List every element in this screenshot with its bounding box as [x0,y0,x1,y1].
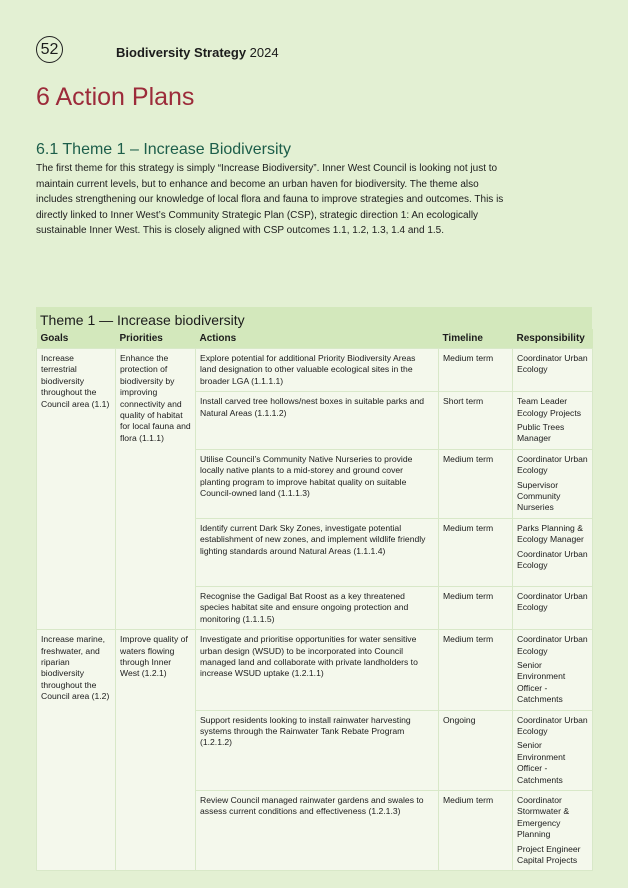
section-title: 6.1 Theme 1 – Increase Biodiversity [36,141,291,158]
responsibility-line: Coordinator Urban Ecology [517,548,588,571]
responsibility-cell [513,392,593,450]
document-title [116,45,279,60]
intro-paragraph: The first theme for this strategy is simply “Increase Biodiversity”. Inner West Council is looking not just to maintain current levels, but to enhance and become an urban haven for biodiversity. The theme also includes strengthening our knowledge of local flora and fauna to improve strategies and outcomes. This is directly linked to Inner West’s Community Strategic Plan (CSP), strategic direction 1: An ecologically sustainable Inner West. This is closely aligned with CSP outcomes 1.1, 1.2, 1.3, 1.4 and 1.5. [36,163,504,236]
header-timeline: Timeline [439,329,513,349]
action-cell: Identify current Dark Sky Zones, investigate potential establishment of new zones, and implement wildlife friendly lighting standards around Natural Areas (1.1.1.4) [196,518,439,586]
table-title: Theme 1 — Increase biodiversity [36,307,592,329]
responsibility-line: Supervisor Community Nurseries [517,479,561,513]
timeline-cell: Medium term [439,586,513,629]
responsibility-line: Coordinator Urban Ecology [517,590,588,613]
priority-cell: Enhance the protection of biodiversity by improving connectivity and quality of habitat for local fauna and flora (1.1.1) [116,349,196,630]
action-cell: Support residents looking to install rainwater harvesting systems through the Rainwater Tank Rebate Program (1.2.1.2) [196,710,439,790]
theme-table [36,329,593,871]
responsibility-line: Coordinator Urban Ecology [517,353,588,375]
page-number-text: 52 [40,40,59,58]
action-cell: Recognise the Gadigal Bat Roost as a key threatened species habitat site and ensure ongoing protection and monitoring (1.1.1.5) [196,586,439,629]
action-cell: Install carved tree hollows/nest boxes in suitable parks and Natural Areas (1.1.1.2) [196,392,439,450]
responsibility-cell [513,349,593,392]
header-goals: Goals [37,329,116,349]
timeline-cell: Medium term [439,790,513,870]
action-cell: Utilise Council’s Community Native Nurseries to provide locally native plants to a mid-storey and ground cover planting program to improve habitat quality on suitable Council-owned land (1.1.1.3) [196,449,439,518]
header-actions: Actions [196,329,439,349]
table-row [37,349,593,392]
action-cell: Investigate and prioritise opportunities for water sensitive urban design (WSUD) to be incorporated into Council managed land and collaborate with private landholders to increase WSUD uptake (1.2.1.1) [196,630,439,710]
timeline-cell: Medium term [439,449,513,518]
responsibility-cell [513,790,593,870]
responsibility-line: Senior Environment Officer - Catchments [517,659,566,705]
priority-cell: Improve quality of waters flowing through Inner West (1.2.1) [116,630,196,871]
responsibility-line: Coordinator Urban Ecology [517,714,588,736]
timeline-cell: Short term [439,392,513,450]
responsibility-line: Coordinator Urban Ecology [517,453,588,476]
action-cell: Explore potential for additional Priority Biodiversity Areas land designation to other valuable ecological sites in the broader LGA (1.1.1.1) [196,349,439,392]
responsibility-line: Coordinator Urban Ecology [517,634,588,656]
responsibility-line: Public Trees Manager [517,422,565,444]
header-responsibility: Responsibility [513,329,593,349]
timeline-cell: Medium term [439,630,513,710]
document-year: 2024 [249,45,279,60]
timeline-cell: Medium term [439,349,513,392]
responsibility-cell [513,518,593,586]
goal-cell: Increase marine, freshwater, and riparian biodiversity throughout the Council area (1.2) [37,630,116,871]
table-header-row [37,329,593,349]
document-title-text: Biodiversity Strategy [116,45,247,60]
responsibility-line: Project Engineer Capital Projects [517,843,581,865]
action-plan-table [36,307,592,871]
responsibility-cell [513,586,593,629]
goal-cell: Increase terrestrial biodiversity throughout the Council area (1.1) [37,349,116,630]
timeline-cell: Ongoing [439,710,513,790]
responsibility-line: Team Leader Ecology Projects [517,396,582,418]
action-cell: Review Council managed rainwater gardens and swales to assess current conditions and effectiveness (1.2.1.3) [196,790,439,870]
responsibility-cell [513,710,593,790]
responsibility-cell [513,630,593,710]
responsibility-cell [513,449,593,518]
header-priorities: Priorities [116,329,196,349]
chapter-title: 6 Action Plans [36,83,195,111]
page-number [36,36,63,63]
table-row [37,630,593,710]
responsibility-line: Senior Environment Officer - Catchments [517,740,566,785]
responsibility-line: Parks Planning & Ecology Manager [517,522,584,545]
responsibility-line: Coordinator Stormwater & Emergency Planning [517,794,570,840]
timeline-cell: Medium term [439,518,513,586]
